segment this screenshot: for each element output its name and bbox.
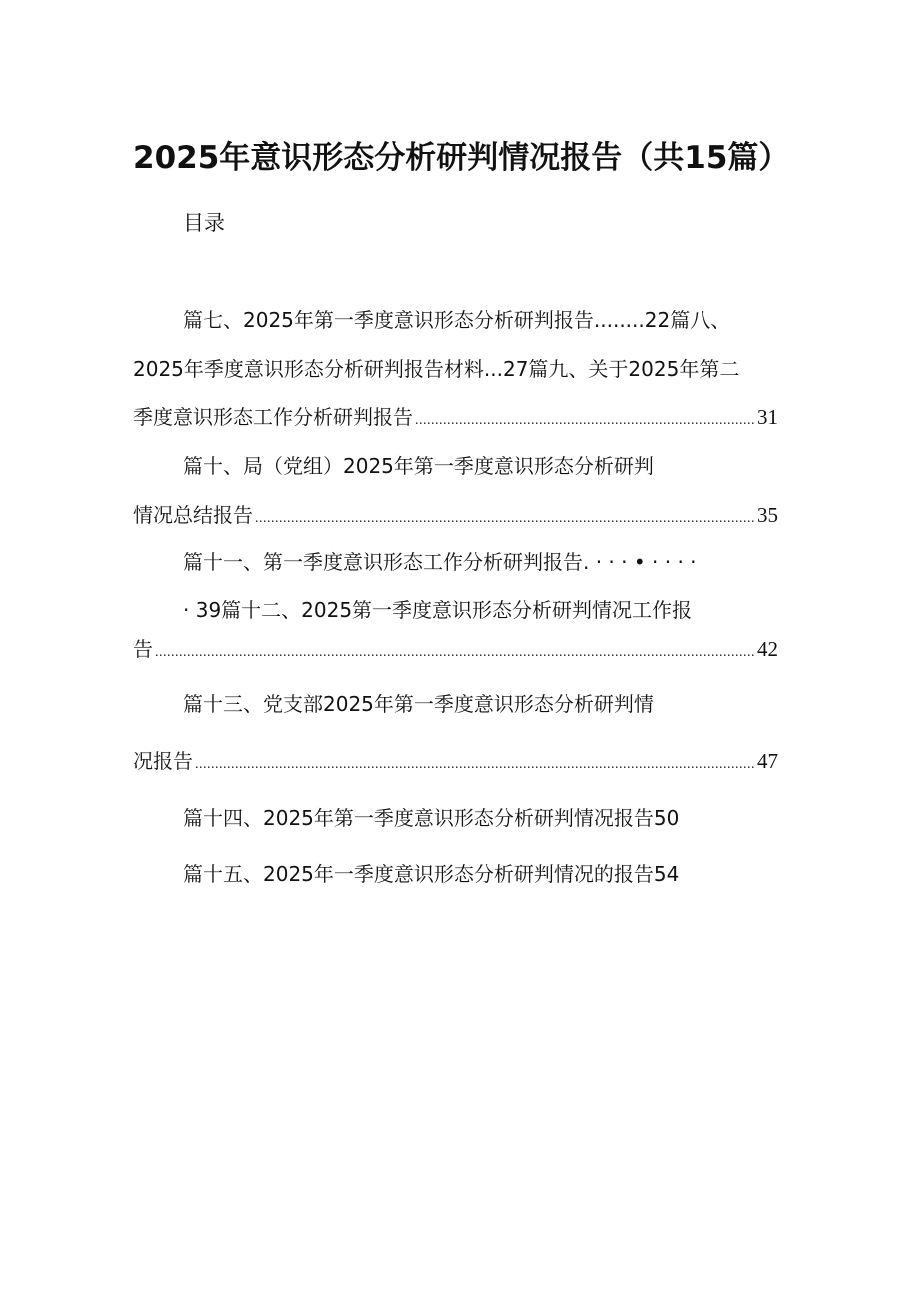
toc-line[interactable]: 篇十一、第一季度意识形态工作分析研判报告. · · · • · · · · — [183, 550, 697, 574]
toc-line[interactable]: 篇十三、党支部2025年第一季度意识形态分析研判情 — [183, 692, 654, 716]
toc-entry-label: 况报告 — [133, 749, 193, 773]
toc-page-number: 35 — [757, 503, 778, 527]
toc-page-number: 47 — [757, 749, 778, 773]
toc-page-number: 31 — [757, 405, 778, 429]
toc-line[interactable]: 篇十、局（党组）2025年第一季度意识形态分析研判 — [183, 454, 654, 478]
toc-line[interactable]: 篇十四、2025年第一季度意识形态分析研判情况报告50 — [183, 806, 680, 830]
toc-entry[interactable] — [133, 500, 778, 534]
dot-leader — [255, 504, 755, 534]
toc-entry-label: 季度意识形态工作分析研判报告 — [133, 405, 413, 429]
toc-line[interactable]: 篇七、2025年第一季度意识形态分析研判报告........22篇八、 — [183, 308, 731, 332]
toc-entry[interactable] — [133, 746, 778, 780]
toc-entry-label: 告 — [133, 637, 153, 661]
toc-line[interactable]: 篇十五、2025年一季度意识形态分析研判情况的报告54 — [183, 862, 680, 886]
toc-entry-label: 情况总结报告 — [133, 503, 253, 527]
dot-leader — [155, 638, 755, 668]
toc-heading: 目录 — [183, 211, 225, 235]
document-title: 2025年意识形态分析研判情况报告（共15篇） — [133, 140, 790, 176]
toc-page-number: 42 — [757, 637, 778, 661]
dot-leader — [415, 406, 755, 436]
toc-line[interactable]: · 39篇十二、2025第一季度意识形态分析研判情况工作报 — [183, 598, 693, 622]
toc-line[interactable]: 2025年季度意识形态分析研判报告材料...27篇九、关于2025年第二 — [133, 357, 740, 381]
dot-leader — [195, 750, 755, 780]
toc-entry[interactable] — [133, 634, 778, 668]
toc-entry[interactable] — [133, 402, 778, 436]
